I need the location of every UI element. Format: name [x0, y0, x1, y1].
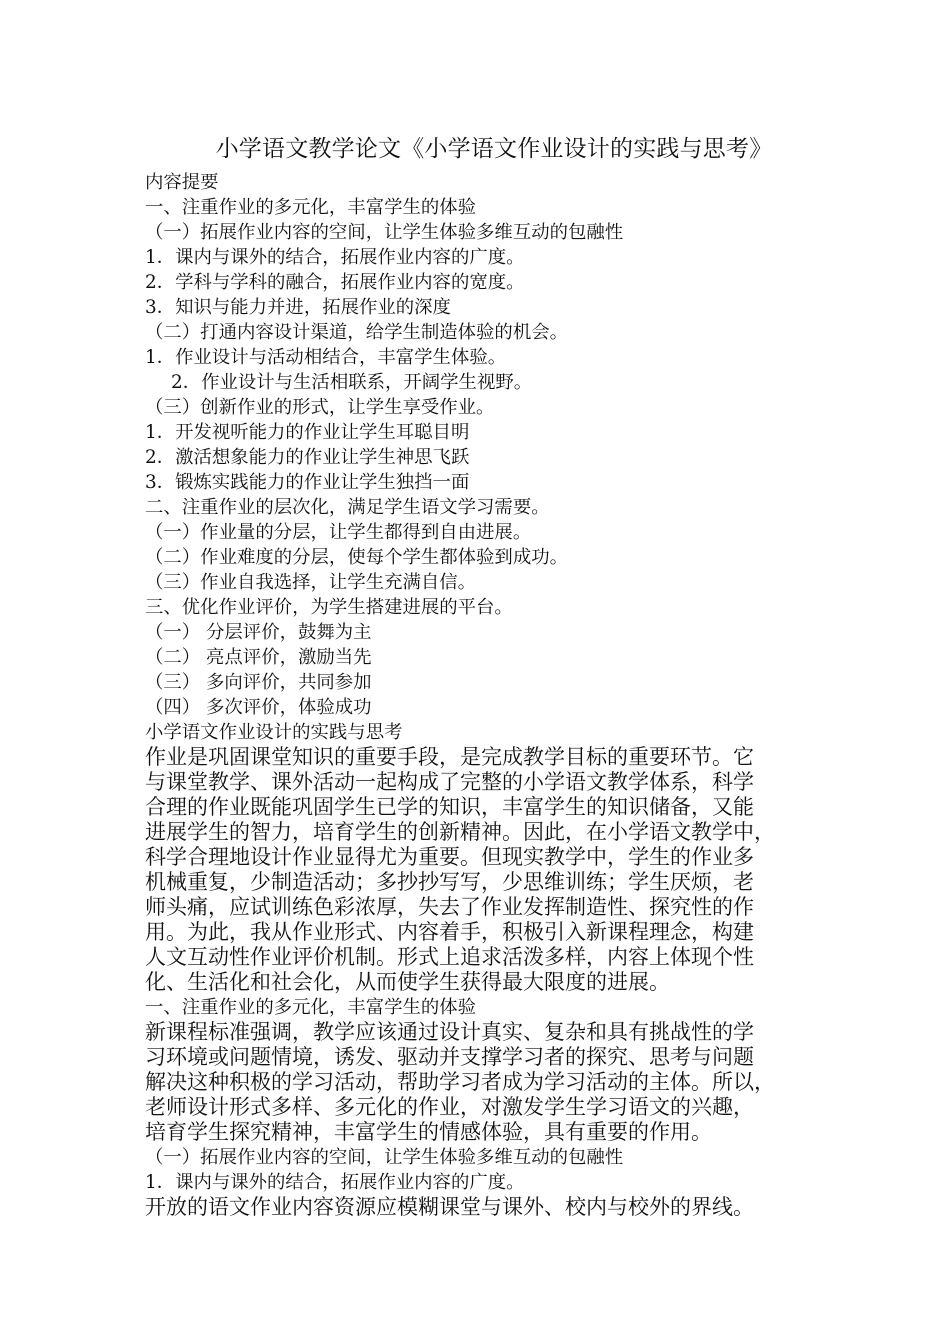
subsection-heading: （一）拓展作业内容的空间，让学生体验多维互动的包融性	[145, 1147, 624, 1168]
intro-paragraph	[145, 745, 825, 995]
outline-line: （四） 多次评价，体验成功	[145, 697, 372, 718]
paragraph-line: 机械重复，少制造活动；多抄抄写写，少思维训练；学生厌烦，老	[145, 870, 754, 894]
outline-line: （一） 分层评价，鼓舞为主	[145, 622, 372, 643]
outline-line: 内容提要	[145, 172, 219, 193]
outline-line: 三、优化作业评价，为学生搭建进展的平台。	[145, 597, 513, 618]
paragraph-line: 合理的作业既能巩固学生已学的知识，丰富学生的知识储备，又能	[145, 795, 754, 819]
article-subtitle: 小学语文作业设计的实践与思考	[145, 722, 403, 743]
outline-line: （一）作业量的分层，让学生都得到自由进展。	[145, 522, 532, 543]
outline-line: 1．开发视听能力的作业让学生耳聪目明	[145, 422, 470, 443]
paragraph-line: 用。为此，我从作业形式、内容着手，积极引入新课程理念，构建	[145, 920, 754, 944]
paragraph-line: 师头痛，应试训练色彩浓厚，失去了作业发挥制造性、探究性的作	[145, 895, 754, 919]
closing-paragraph	[145, 1195, 825, 1220]
outline-line: 2．激活想象能力的作业让学生神思飞跃	[145, 447, 470, 468]
paragraph-line: 开放的语文作业内容资源应模糊课堂与课外、校内与校外的界线。	[145, 1195, 754, 1219]
outline-line: 2．学科与学科的融合，拓展作业内容的宽度。	[145, 272, 525, 293]
outline-line: （三）创新作业的形式，让学生享受作业。	[145, 397, 495, 418]
outline-line: （三） 多向评价，共同参加	[145, 672, 372, 693]
outline-line: （二）打通内容设计渠道，给学生制造体验的机会。	[145, 322, 568, 343]
paragraph-line: 老师设计形式多样、多元化的作业，对激发学生学习语文的兴趣，	[145, 1095, 754, 1119]
outline-line: 3．知识与能力并进，拓展作业的深度	[145, 297, 451, 318]
outline-line: 2．作业设计与生活相联系，开阔学生视野。	[171, 372, 533, 393]
outline-line: 1．课内与课外的结合，拓展作业内容的广度。	[145, 247, 525, 268]
point-heading: 1．课内与课外的结合，拓展作业内容的广度。	[145, 1172, 525, 1193]
section-paragraph	[145, 1020, 825, 1145]
outline-line: （一）拓展作业内容的空间，让学生体验多维互动的包融性	[145, 222, 624, 243]
paragraph-line: 新课程标准强调，教学应该通过设计真实、复杂和具有挑战性的学	[145, 1020, 754, 1044]
section-heading: 一、注重作业的多元化，丰富学生的体验	[145, 997, 477, 1018]
paragraph-line: 进展学生的智力，培育学生的创新精神。因此，在小学语文教学中，	[145, 820, 775, 844]
paragraph-line: 习环境或问题情境，诱发、驱动并支撑学习者的探究、思考与问题	[145, 1045, 754, 1069]
outline-line: 一、注重作业的多元化，丰富学生的体验	[145, 197, 477, 218]
outline-line: 1．作业设计与活动相结合，丰富学生体验。	[145, 347, 507, 368]
outline-line: 二、注重作业的层次化，满足学生语文学习需要。	[145, 497, 550, 518]
document-page	[145, 132, 825, 1220]
outline-line: （二） 亮点评价，激励当先	[145, 647, 372, 668]
paragraph-line: 与课堂教学、课外活动一起构成了完整的小学语文教学体系，科学	[145, 770, 754, 794]
paragraph-line: 化、生活化和社会化，从而使学生获得最大限度的进展。	[145, 970, 670, 994]
paragraph-line: 解决这种积极的学习活动，帮助学习者成为学习活动的主体。所以，	[145, 1070, 775, 1094]
paragraph-line: 培育学生探究精神，丰富学生的情感体验，具有重要的作用。	[145, 1120, 712, 1144]
paragraph-line: 科学合理地设计作业显得尤为重要。但现实教学中，学生的作业多	[145, 845, 754, 869]
outline-line: 3．锻炼实践能力的作业让学生独挡一面	[145, 472, 470, 493]
paragraph-line: 人文互动性作业评价机制。形式上追求活泼多样，内容上体现个性	[145, 945, 754, 969]
outline-section	[145, 170, 825, 745]
outline-line: （二）作业难度的分层，使每个学生都体验到成功。	[145, 547, 568, 568]
paragraph-line: 作业是巩固课堂知识的重要手段，是完成教学目标的重要环节。它	[145, 745, 754, 769]
outline-line: （三）作业自我选择，让学生充满自信。	[145, 572, 477, 593]
document-title: 小学语文教学论文《小学语文作业设计的实践与思考》	[215, 136, 773, 162]
